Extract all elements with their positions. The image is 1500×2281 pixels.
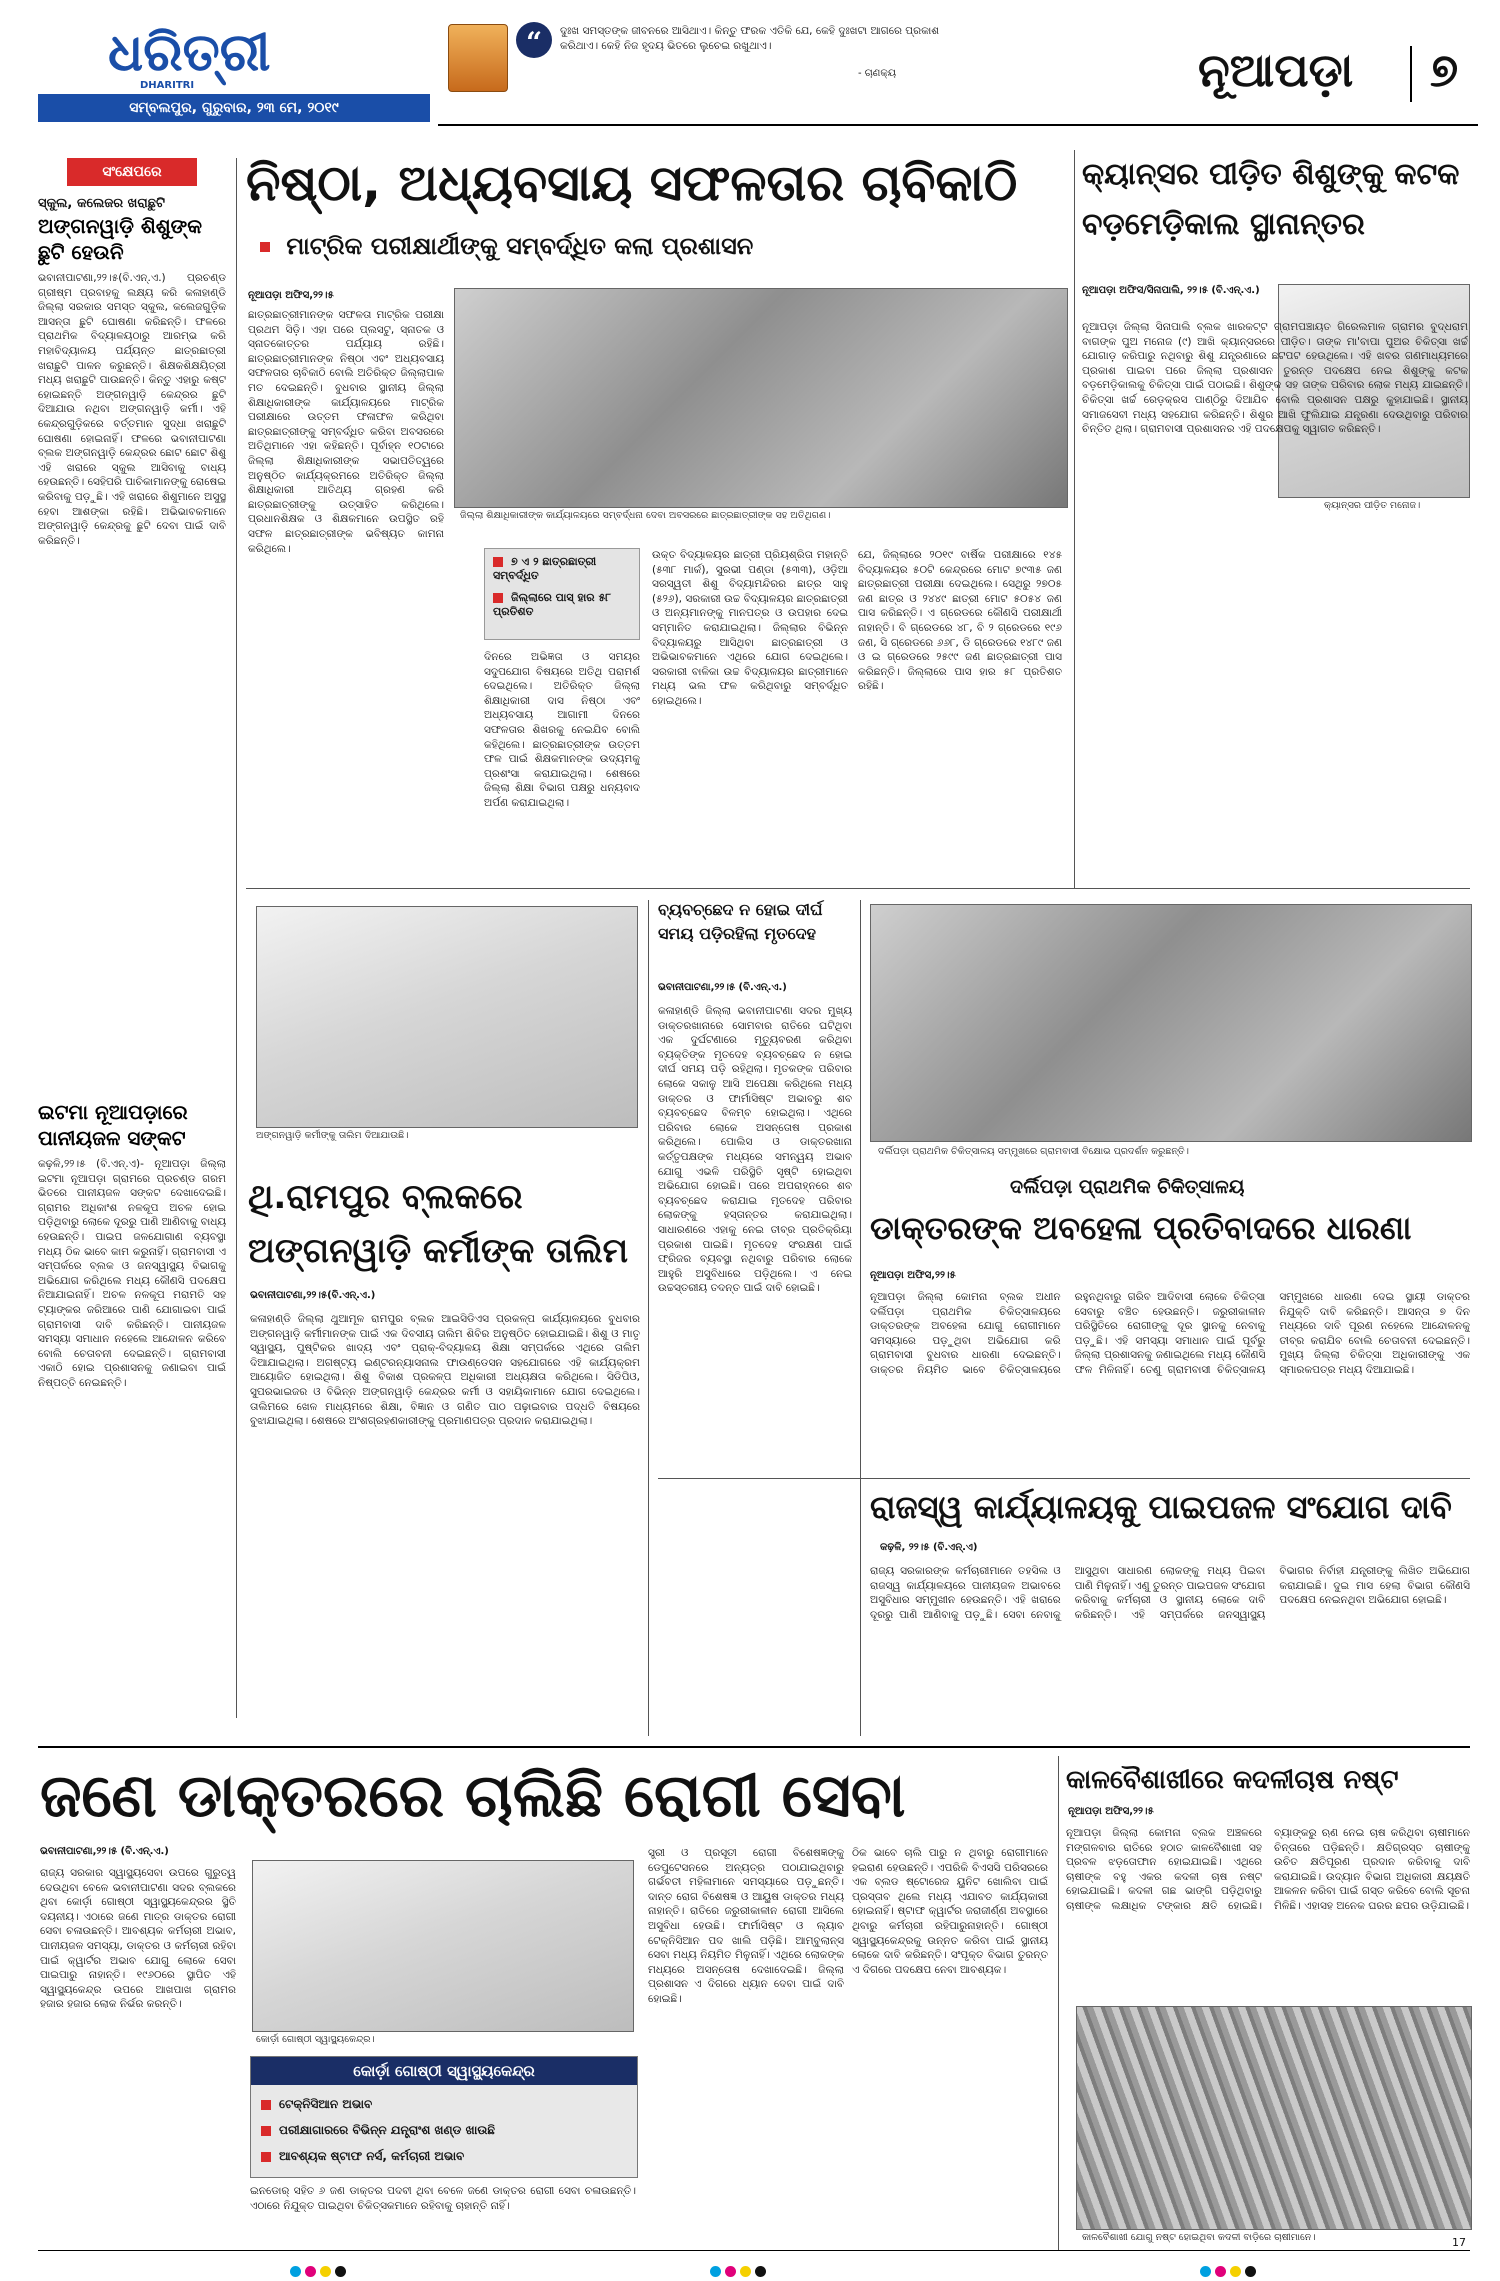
- red-bullet-icon: [493, 593, 503, 603]
- brief-headline-1: ଅଙ୍ଗନୱାଡ଼ି ଶିଶୁଙ୍କ ଛୁଟି ହେଉନି: [38, 214, 203, 264]
- red-bullet-icon: [261, 2100, 271, 2110]
- red-bullet-icon: [493, 557, 503, 567]
- banana-byline: ନୂଆପଡ଼ା ଅଫିସ,୨୨।୫: [1068, 1806, 1154, 1817]
- registration-marks: [1200, 2262, 1260, 2281]
- cancer-byline: ନୂଆପଡ଼ା ଅଫିସ/ସିନାପାଲି, ୨୨।୫ (ବି.ଏନ୍.ଏ.): [1082, 285, 1260, 296]
- cancer-body: ନୂଆପଡ଼ା ଜିଲ୍ଲା ସିନାପାଲି ବ୍ଲକ ଖାରକଟ୍ଟ ଗ୍ରାମପଞ୍ଚାୟତ ଗିରେଲମାଳ ଗ୍ରାମର ବୁଦ୍ଧରାମ ବାଗଙ୍କ ପୁଅ ମନୋଜ (୯) ଆଖି କ୍ୟାନ୍ସରରେ ପୀଡ଼ିତ। ତାଙ୍କ ମା'ବାପା ପୁଅର ଚିକିତ୍ସା ଖର୍ଚ୍ଚ ଯୋଗାଡ଼ କରିପାରୁ ନଥିବାରୁ ଶିଶୁ ଯନ୍ତ୍ରଣାରେ ଛଟପଟ ହେଉଥିଲେ। ଏହି ଖବର ଗଣମାଧ୍ୟମରେ ପ୍ରକାଶ ପାଇବା ପରେ ଜିଲ୍ଲା ପ୍ରଶାସନ ତୁରନ୍ତ ପଦକ୍ଷେପ ନେଇ ଶିଶୁଙ୍କୁ କଟକ ବଡ଼ମେଡ଼ିକାଲକୁ ଚିକିତ୍ସା ପାଇଁ ପଠାଇଛି। ଶିଶୁଙ୍କ ସହ ତାଙ୍କ ପରିବାର ଲୋକ ମଧ୍ୟ ଯାଇଛନ୍ତି। ଚିକିତ୍ସା ଖର୍ଚ୍ଚ ରେଡ଼କ୍ରସ ପାଣ୍ଠିରୁ ଦିଆଯିବ ବୋଲି ପ୍ରଶାସନ ପକ୍ଷରୁ କୁହାଯାଇଛି। ସ୍ଥାନୀୟ ସମାଜସେବୀ ମଧ୍ୟ ସହଯୋଗ କରିଛନ୍ତି। ଶିଶୁର ଆଖି ଫୁଲିଯାଇ ଯନ୍ତ୍ରଣା ଦେଉଥିବାରୁ ପରିବାର ଚିନ୍ତିତ ଥିଲା। ଗ୍ରାମବାସୀ ପ୍ରଶାସନର ଏହି ପଦକ୍ଷେପକୁ ସ୍ୱାଗତ କରିଛନ୍ତି।: [1082, 321, 1468, 436]
- info-box-title: କୋର୍ଡ଼ା ଗୋଷ୍ଠୀ ସ୍ୱାସ୍ଥ୍ୟକେନ୍ଦ୍ର: [251, 2057, 637, 2085]
- masthead-rule: [438, 124, 1478, 126]
- lead-body-mid: ଉକ୍ତ ବିଦ୍ୟାଳୟର ଛାତ୍ରୀ ପ୍ରିୟଶ୍ରିତା ମହାନ୍ତି (୫୩୮ ମାର୍କ), ସୁରଭୀ ପଣ୍ଡା (୫୩୩), ଓଡ଼ିଆ ସରସ୍ୱତୀ ଶିଶୁ ବିଦ୍ୟାମନ୍ଦିରର ଛାତ୍ର ସାହୁ (୫୨୬), ସରକାରୀ ଉଚ୍ଚ ବିଦ୍ୟାଳୟର ଛାତ୍ରଛାତ୍ରୀ ଓ ଅନ୍ୟମାନଙ୍କୁ ମାନପତ୍ର ଓ ଉପହାର ଦେଇ ସମ୍ମାନିତ କରାଯାଇଥିଲା। ଜିଲ୍ଲାର ବିଭିନ୍ନ ବିଦ୍ୟାଳୟରୁ ଆସିଥିବା ଛାତ୍ରଛାତ୍ରୀ ଓ ଅଭିଭାବକମାନେ ଏଥିରେ ଯୋଗ ଦେଇଥିଲେ। ସରକାରୀ ବାଳିକା ଉଚ୍ଚ ବିଦ୍ୟାଳୟର ଛାତ୍ରୀମାନେ ମଧ୍ୟ ଭଲ ଫଳ କରିଥିବାରୁ ସମ୍ବର୍ଦ୍ଧିତ ହୋଇଥିଲେ।: [652, 549, 848, 707]
- red-bullet-icon: [261, 2152, 271, 2162]
- brief-body-1: ଭବାନୀପାଟଣା,୨୨।୫(ବି.ଏନ୍.ଏ.) ପ୍ରଚଣ୍ଡ ଗ୍ରୀଷ୍ମ ପ୍ରବାହକୁ ଲକ୍ଷ୍ୟ କରି କଳାହାଣ୍ଡି ଜିଲ୍ଲା ସରକାର ସମସ୍ତ ସ୍କୁଲ, କଲେଜଗୁଡ଼ିକ ଆସନ୍ତା ଛୁଟି ଘୋଷଣା କରିଛନ୍ତି। ଫଳରେ ପ୍ରାଥମିକ ବିଦ୍ୟାଳୟଠାରୁ ଆରମ୍ଭ କରି ମହାବିଦ୍ୟାଳୟ ପର୍ଯ୍ୟନ୍ତ ଛାତ୍ରଛାତ୍ରୀ ଖରାଛୁଟି ପାଳନ କରୁଛନ୍ତି। ଶିକ୍ଷକଶିକ୍ଷୟିତ୍ରୀ ମଧ୍ୟ ଖରାଛୁଟି ପାଉଛନ୍ତି। କିନ୍ତୁ ଏହାରୁ କଷ୍ଟ ହୋଇଛନ୍ତି ଅଙ୍ଗନୱାଡ଼ି କେନ୍ଦ୍ରର ଛୁଟି ଦିଆଯାଉ ନଥିବା ଅଙ୍ଗନୱାଡ଼ି କର୍ମୀ। ଏହି କେନ୍ଦ୍ରଗୁଡ଼ିକରେ ବର୍ତ୍ତମାନ ସୁଦ୍ଧା ଖରାଛୁଟି ଘୋଷଣା ହୋଇନାହିଁ। ଫଳରେ ଭବାନୀପାଟଣା ବ୍ଲକ ଅଙ୍ଗନୱାଡ଼ି କେନ୍ଦ୍ରର ଛୋଟ ଛୋଟ ଶିଶୁ ଏହି ଖରାରେ ସ୍କୁଲ ଆସିବାକୁ ବାଧ୍ୟ ହେଉଛନ୍ତି। ସେହିପରି ପାଚିକାମାନଙ୍କୁ ରୋଷେଇ କରିବାକୁ ପଡ଼ୁଛି। ଏହି ଖରାରେ ଶିଶୁମାନେ ଅସୁସ୍ଥ ହେବା ଆଶଙ୍କା ରହିଛି। ଅଭିଭାବକମାନେ ଅଙ୍ଗନୱାଡ଼ି କେନ୍ଦ୍ରକୁ ଛୁଟି ଦେବା ପାଇଁ ଦାବି କରିଛନ୍ତି।: [38, 272, 226, 547]
- lead-photo: [454, 288, 1068, 508]
- highlight-1: ୭ ଏ ୨ ଛାତ୍ରଛାତ୍ରୀ ସମ୍ବର୍ଦ୍ଧିତ: [493, 555, 597, 582]
- banana-body: ନୂଆପଡ଼ା ଜିଲ୍ଲା କୋମନା ବ୍ଲକ ଅଞ୍ଚଳରେ ମଙ୍ଗଳବାର ରାତିରେ ହଠାତ କାଳବୈଶାଖୀ ସହ ପ୍ରବଳ ଝଡ଼ତୋଫାନ ହୋଇଯାଇଛି। ଏଥିରେ ଚାଷୀଙ୍କ ବହୁ ଏକର କଦଳୀ ଚାଷ ନଷ୍ଟ ହୋଇଯାଇଛି। କଦଳୀ ଗଛ ଭାଙ୍ଗି ପଡ଼ିଥିବାରୁ ଚାଷୀଙ୍କ ଲକ୍ଷାଧିକ ଟଙ୍କାର କ୍ଷତି ହୋଇଛି। ବ୍ୟାଙ୍କରୁ ଋଣ ନେଇ ଚାଷ କରିଥିବା ଚାଷୀମାନେ ଚିନ୍ତାରେ ପଡ଼ିଛନ୍ତି। କ୍ଷତିଗ୍ରସ୍ତ ଚାଷୀଙ୍କୁ ଉଚିତ କ୍ଷତିପୂରଣ ପ୍ରଦାନ କରିବାକୁ ଦାବି କରାଯାଇଛି। ଉଦ୍ୟାନ ବିଭାଗ ଅଧିକାରୀ କ୍ଷୟକ୍ଷତି ଆକଳନ କରିବା ପାଇଁ ଗସ୍ତ କରିବେ ବୋଲି ସୂଚନା ମିଳିଛି। ଏହାସହ ଅନେକ ଘରର ଛପର ଉଡ଼ିଯାଇଛି।: [1066, 1827, 1470, 1912]
- lead-byline: ନୂଆପଡ଼ା ଅଫିସ,୨୨।୫: [248, 290, 334, 301]
- lead-body-left: ଛାତ୍ରଛାତ୍ରୀମାନଙ୍କ ସଫଳତା ମାଟ୍ରିକ ପରୀକ୍ଷା ପ୍ରଥମ ସିଡ଼ି। ଏହା ପରେ ପ୍ଲସଟୁ, ସ୍ନାତକ ଓ ସ୍ନାତକୋତ୍ତର ପର୍ଯ୍ୟାୟ ରହିଛି। ଛାତ୍ରଛାତ୍ରୀମାନଙ୍କ ନିଷ୍ଠା ଏବଂ ଅଧ୍ୟବସାୟ ସଫଳତାର ଚାବିକାଠି ବୋଲି ଅତିରିକ୍ତ ଜିଲ୍ଲାପାଳ ମତ ଦେଇଛନ୍ତି। ବୁଧବାର ସ୍ଥାନୀୟ ଜିଲ୍ଲା ଶିକ୍ଷାଧିକାରୀଙ୍କ କାର୍ଯ୍ୟାଳୟରେ ମାଟ୍ରିକ ପରୀକ୍ଷାରେ ଉତ୍ତମ ଫଳାଫଳ କରିଥିବା ଛାତ୍ରଛାତ୍ରୀଙ୍କୁ ସମ୍ବର୍ଦ୍ଧିତ କରିବା ଅବସରରେ ଅତିଥିମାନେ ଏହା କହିଛନ୍ତି। ପୂର୍ବାହ୍ନ ୧୦ଟାରେ ଜିଲ୍ଲା ଶିକ୍ଷାଧିକାରୀଙ୍କ ସଭାପତିତ୍ୱରେ ଅନୁଷ୍ଠିତ କାର୍ଯ୍ୟକ୍ରମରେ ଅତିରିକ୍ତ ଜିଲ୍ଲା ଶିକ୍ଷାଧିକାରୀ ଆତିଥ୍ୟ ଗ୍ରହଣ କରି ଛାତ୍ରଛାତ୍ରୀଙ୍କୁ ଉତ୍ସାହିତ କରିଥିଲେ। ପ୍ରଧାନଶିକ୍ଷକ ଓ ଶିକ୍ଷକମାନେ ଉପସ୍ଥିତ ରହି ସଫଳ ଛାତ୍ରଛାତ୍ରୀଙ୍କ ଭବିଷ୍ୟତ କାମନା କରିଥିଲେ।: [248, 309, 444, 555]
- dharna-body: ନୂଆପଡ଼ା ଜିଲ୍ଲା କୋମନା ବ୍ଲକ ଅଧୀନ ଦର୍ଲିପଡ଼ା ପ୍ରାଥମିକ ଚିକିତ୍ସାଳୟରେ ଡାକ୍ତରଙ୍କ ଅବହେଳା ଯୋଗୁ ରୋଗୀମାନେ ସମସ୍ୟାରେ ପଡ଼ୁଥିବା ଅଭିଯୋଗ କରି ଗ୍ରାମବାସୀ ବୁଧବାର ଧାରଣା ଦେଇଛନ୍ତି। ଡାକ୍ତର ନିୟମିତ ଭାବେ ଚିକିତ୍ସାଳୟରେ ରହୁନଥିବାରୁ ଗରିବ ଆଦିବାସୀ ଲୋକେ ଚିକିତ୍ସା ସେବାରୁ ବଞ୍ଚିତ ହେଉଛନ୍ତି। ଜରୁରୀକାଳୀନ ପରିସ୍ଥିତିରେ ରୋଗୀଙ୍କୁ ଦୂର ସ୍ଥାନକୁ ନେବାକୁ ପଡ଼ୁଛି। ଏହି ସମସ୍ୟା ସମାଧାନ ପାଇଁ ପୂର୍ବରୁ ଜିଲ୍ଲା ପ୍ରଶାସନକୁ ଜଣାଇଥିଲେ ମଧ୍ୟ କୌଣସି ଫଳ ମିଳିନାହିଁ। ତେଣୁ ଗ୍ରାମବାସୀ ଚିକିତ୍ସାଳୟ ସମ୍ମୁଖରେ ଧାରଣା ଦେଇ ସ୍ଥାୟୀ ଡାକ୍ତର ନିଯୁକ୍ତି ଦାବି କରିଛନ୍ତି। ଆସନ୍ତା ୭ ଦିନ ମଧ୍ୟରେ ଦାବି ପୂରଣ ନହେଲେ ଆନ୍ଦୋଳନକୁ ତୀବ୍ର କରାଯିବ ବୋଲି ଚେତାବନୀ ଦେଇଛନ୍ତି। ମୁଖ୍ୟ ଜିଲ୍ଲା ଚିକିତ୍ସା ଅଧିକାରୀଙ୍କୁ ଏକ ସ୍ମାରକପତ୍ର ମଧ୍ୟ ଦିଆଯାଇଛି।: [870, 1291, 1470, 1376]
- anganwadi-caption: ଅଙ୍ଗନୱାଡ଼ି କର୍ମୀଙ୍କୁ ତାଲିମ ଦିଆଯାଉଛି।: [256, 1130, 409, 1141]
- dharna-kicker: ଦର୍ଲିପଡ଼ା ପ୍ରାଥମିକ ଚିକିତ୍ସାଳୟ: [1010, 1176, 1245, 1198]
- lead-photo-caption: ଜିଲ୍ଲା ଶିକ୍ଷାଧିକାରୀଙ୍କ କାର୍ଯ୍ୟାଳୟରେ ସମ୍ବର୍ଦ୍ଧନା ଦେବା ଅବସରରେ ଛାତ୍ରଛାତ୍ରୀଙ୍କ ସହ ଅତିଥିଗଣ।: [460, 510, 831, 521]
- lead-highlight-box: [484, 548, 640, 640]
- logo: [108, 22, 271, 91]
- quote-text: ଦୁଃଖ ସମସ୍ତଙ୍କ ଜୀବନରେ ଆସିଥାଏ। କିନ୍ତୁ ଫରକ ଏତିକି ଯେ, କେହି ଦୁଃଖଟା ଆଗରେ ପ୍ରକାଶ କରିଥାଏ। କେହି ନିଜ ହୃଦୟ ଭିତରେ ଲୁଚେଇ ରଖୁଥାଏ।: [560, 25, 940, 52]
- doctor-body-mid: ସ୍ତ୍ରୀ ଓ ପ୍ରସୂତୀ ରୋଗୀ ବିଶେଷଜ୍ଞଙ୍କୁ ଡେପୁଟେସନରେ ଅନ୍ୟତ୍ର ପଠାଯାଇଥିବାରୁ ଗର୍ଭବତୀ ମହିଳାମାନେ ସମସ୍ୟାରେ ପଡ଼ୁଛନ୍ତି। ଦାନ୍ତ ରୋଗ ବିଶେଷଜ୍ଞ ଓ ଆୟୁଷ ଡାକ୍ତର ମଧ୍ୟ ନାହାନ୍ତି। ରାତିରେ ଜରୁରୀକାଳୀନ ରୋଗୀ ଆସିଲେ ଅସୁବିଧା ହେଉଛି। ଫାର୍ମାସିଷ୍ଟ ଓ ଲ୍ୟାବ ଟେକ୍ନିସିଆନ ପଦ ଖାଲି ପଡ଼ିଛି। ଆମ୍ବୁଲାନ୍ସ ସେବା ମଧ୍ୟ ନିୟମିତ ମିଳୁନାହିଁ। ଏଥିରେ ଲୋକଙ୍କ ମଧ୍ୟରେ ଅସନ୍ତୋଷ ଦେଖାଦେଇଛି। ଜିଲ୍ଲା ପ୍ରଶାସନ ଏ ଦିଗରେ ଧ୍ୟାନ ଦେବା ପାଇଁ ଦାବି ହୋଇଛି।: [648, 1847, 844, 2005]
- brief-column: [38, 158, 226, 1738]
- logo-text: ଧରିତ୍ରୀ: [108, 22, 271, 83]
- lead-headline: ନିଷ୍ଠା, ଅଧ୍ୟବସାୟ ସଫଳତାର ଚାବିକାଠି: [246, 154, 1018, 212]
- page-number-odia: ୭: [1430, 43, 1459, 97]
- dharna-photo-caption: ଦର୍ଲିପଡ଼ା ପ୍ରାଥମିକ ଚିକିତ୍ସାଳୟ ସମ୍ମୁଖରେ ଗ୍ରାମବାସୀ ବିକ୍ଷୋଭ ପ୍ରଦର୍ଶନ କରୁଛନ୍ତି।: [878, 1146, 1189, 1157]
- lead-subhead: [260, 232, 753, 260]
- column-rule: [860, 900, 861, 1736]
- masthead: [38, 20, 1478, 130]
- brief-kicker: ସ୍କୁଲ, କଲେଜର ଖରାଛୁଟି: [38, 196, 165, 211]
- cancer-photo-caption: କ୍ୟାନ୍ସର ପୀଡ଼ିତ ମନୋଜ।: [1324, 500, 1421, 511]
- doctor-headline: ଜଣେ ଡାକ୍ତରରେ ଚାଲିଛି ରୋଗୀ ସେବା: [40, 1761, 906, 1831]
- column-rule: [1074, 150, 1075, 888]
- dateline-bar: [38, 94, 430, 122]
- pipeline-body: ରାଜ୍ୟ ସରକାରଙ୍କ କର୍ମଚାରୀମାନେ ତହସିଲ ଓ ରାଜସ୍ୱ କାର୍ଯ୍ୟାଳୟରେ ପାନୀୟଜଳ ଅଭାବରେ ଅସୁବିଧାର ସମ୍ମୁଖୀନ ହେଉଛନ୍ତି। ଏହି ଖରାରେ ଦୂରରୁ ପାଣି ଆଣିବାକୁ ପଡ଼ୁଛି। ସେବା ନେବାକୁ ଆସୁଥିବା ସାଧାରଣ ଲୋକଙ୍କୁ ମଧ୍ୟ ପିଇବା ପାଣି ମିଳୁନାହିଁ। ଏଣୁ ତୁରନ୍ତ ପାଇପଜଳ ସଂଯୋଗ କରିବାକୁ କର୍ମଚାରୀ ଓ ସ୍ଥାନୀୟ ଲୋକେ ଦାବି କରିଛନ୍ତି। ଏହି ସମ୍ପର୍କରେ ଜନସ୍ୱାସ୍ଥ୍ୟ ବିଭାଗର ନିର୍ବାହୀ ଯନ୍ତ୍ରୀଙ୍କୁ ଲିଖିତ ଅଭିଯୋଗ କରାଯାଇଛି। ଦୁଇ ମାସ ହେଲା ବିଭାଗ କୌଣସି ପଦକ୍ଷେପ ନେଇନଥିବା ଅଭିଯୋଗ ହୋଇଛି।: [870, 1565, 1470, 1621]
- lead-body-right: ଯେ, ଜିଲ୍ଲାରେ ୨୦୧୯ ବାର୍ଷିକ ପରୀକ୍ଷାରେ ୧୪୫ ବିଦ୍ୟାଳୟର ୫୦ଟି କେନ୍ଦ୍ରରେ ମୋଟ ୭୯୩୫ ଜଣ ଛାତ୍ରଛାତ୍ରୀ ପରୀକ୍ଷା ଦେଇଥିଲେ। ସେଥିରୁ ୨୭୦୫ ଜଣ ଛାତ୍ର ଓ ୨୪୪୯ ଛାତ୍ରୀ ମୋଟ ୫୦୫୪ ଜଣ ପାସ କରିଛନ୍ତି। ଏ ଗ୍ରେଡରେ କୌଣସି ପରୀକ୍ଷାର୍ଥୀ ନାହାନ୍ତି। ବି ଗ୍ରେଡରେ ୪୮, ବି ୨ ଗ୍ରେଡରେ ୧୯୬ ଜଣ, ସି ଗ୍ରେଡରେ ୬୬୮, ଡି ଗ୍ରେଡରେ ୧୪୮୯ ଜଣ ଓ ଇ ଗ୍ରେଡରେ ୨୫୯୯ ଜଣ ଛାତ୍ରଛାତ୍ରୀ ପାସ କରିଛନ୍ତି। ଜିଲ୍ଲାରେ ପାସ ହାର ୫୮ ପ୍ରତିଶତ ରହିଛି।: [858, 549, 1062, 693]
- section-rule: [658, 1478, 1470, 1479]
- dharna-headline: ଡାକ୍ତରଙ୍କ ଅବହେଳା ପ୍ରତିବାଦରେ ଧାରଣା: [870, 1209, 1412, 1247]
- quote-author: - ଚାଣକ୍ୟ: [858, 68, 896, 79]
- column-rule: [648, 900, 649, 1736]
- cancer-headline: କ୍ୟାନ୍ସର ପୀଡ଼ିତ ଶିଶୁଙ୍କୁ କଟକ ବଡ଼ମେଡ଼ିକାଲ ସ୍ଥାନାନ୍ତର: [1082, 157, 1460, 242]
- logo-sub: DHARITRI: [140, 80, 195, 91]
- column-rule: [236, 158, 237, 1718]
- red-bullet-icon: [260, 242, 270, 252]
- brief-body-2: କଢ଼ଳି,୨୨।୫ (ବି.ଏନ୍.ଏ)- ନୂଆପଡ଼ା ଜିଲ୍ଲା ଇଟମା ନୂଆପଡ଼ା ଗ୍ରାମରେ ପ୍ରଚଣ୍ଡ ଗରମ ଭିତରେ ପାନୀୟଜଳ ସଙ୍କଟ ଦେଖାଦେଇଛି। ଗ୍ରାମର ଅଧିକାଂଶ ନଳକୂପ ଅଚଳ ହୋଇ ପଡ଼ିଥିବାରୁ ଲୋକେ ଦୂରରୁ ପାଣି ଆଣିବାକୁ ବାଧ୍ୟ ହେଉଛନ୍ତି। ପାଇପ ଜଳଯୋଗାଣ ବ୍ୟବସ୍ଥା ମଧ୍ୟ ଠିକ ଭାବେ କାମ କରୁନାହିଁ। ଗ୍ରାମବାସୀ ଏ ସମ୍ପର୍କରେ ବ୍ଲକ ଓ ଜନସ୍ୱାସ୍ଥ୍ୟ ବିଭାଗକୁ ଅଭିଯୋଗ କରିଥିଲେ ମଧ୍ୟ କୌଣସି ପଦକ୍ଷେପ ନିଆଯାଇନାହିଁ। ଅଚଳ ନଳକୂପ ମରାମତି ସହ ଟ୍ୟାଙ୍କର ଜରିଆରେ ପାଣି ଯୋଗାଇବା ପାଇଁ ଗ୍ରାମବାସୀ ଦାବି କରିଛନ୍ତି। ପାନୀୟଜଳ ସମସ୍ୟା ସମାଧାନ ନହେଲେ ଆନ୍ଦୋଳନ କରିବେ ବୋଲି ଚେତାବନୀ ଦେଇଛନ୍ତି। ଗ୍ରାମବାସୀ ଏକାଠି ହୋଇ ପ୍ରଶାସନକୁ ଜଣାଇବା ପାଇଁ ନିଷ୍ପତ୍ତି ନେଇଛନ୍ତି।: [38, 1158, 226, 1389]
- death-body: କଳାହାଣ୍ଡି ଜିଲ୍ଲା ଭବାନୀପାଟଣା ସଦର ମୁଖ୍ୟ ଡାକ୍ତରଖାନାରେ ସୋମବାର ରାତିରେ ଘଟିଥିବା ଏକ ଦୁର୍ଘଟଣାରେ ମୃତ୍ୟୁବରଣ କରିଥିବା ବ୍ୟକ୍ତିଙ୍କ ମୃତଦେହ ବ୍ୟବଚ୍ଛେଦ ନ ହୋଇ ଦୀର୍ଘ ସମୟ ପଡ଼ି ରହିଥିଲା। ମୃତକଙ୍କ ପରିବାର ଲୋକେ ସକାଳୁ ଆସି ଅପେକ୍ଷା କରିଥିଲେ ମଧ୍ୟ ଡାକ୍ତର ଓ ଫାର୍ମାସିଷ୍ଟ ଅଭାବରୁ ଶବ ବ୍ୟବଚ୍ଛେଦ ବିଳମ୍ବ ହୋଇଥିଲା। ଏଥିରେ ପରିବାର ଲୋକେ ଅସନ୍ତୋଷ ପ୍ରକାଶ କରିଥିଲେ। ପୋଲିସ ଓ ଡାକ୍ତରଖାନା କର୍ତ୍ତୃପକ୍ଷଙ୍କ ମଧ୍ୟରେ ସମନ୍ୱୟ ଅଭାବ ଯୋଗୁ ଏଭଳି ପରିସ୍ଥିତି ସୃଷ୍ଟି ହୋଇଥିବା ଅଭିଯୋଗ ହୋଇଛି। ପରେ ଅପରାହ୍ନରେ ଶବ ବ୍ୟବଚ୍ଛେଦ କରାଯାଇ ମୃତଦେହ ପରିବାର ଲୋକଙ୍କୁ ହସ୍ତାନ୍ତର କରାଯାଇଥିଲା। ସାଧାରଣରେ ଏହାକୁ ନେଇ ତୀବ୍ର ପ୍ରତିକ୍ରିୟା ପ୍ରକାଶ ପାଇଛି। ମୃତଦେହ ସଂରକ୍ଷଣ ପାଇଁ ଫ୍ରିଜର ବ୍ୟବସ୍ଥା ନଥିବାରୁ ପରିବାର ଲୋକେ ଆହୁରି ଅସୁବିଧାରେ ପଡ଼ିଥିଲେ। ଏ ନେଇ ଉଚ୍ଚସ୍ତରୀୟ ତଦନ୍ତ ପାଇଁ ଦାବି ହୋଇଛି।: [658, 1005, 852, 1295]
- brief-headline-2: ଇଟମା ନୂଆପଡ଼ାରେ ପାନୀୟଜଳ ସଙ୍କଟ: [38, 1100, 188, 1150]
- brief-label: ସଂକ୍ଷେପରେ: [67, 158, 197, 186]
- pipeline-byline: କଢ଼ଳି, ୨୨।୫ (ବି.ଏନ୍.ଏ): [880, 1542, 978, 1553]
- pipeline-headline: ରାଜସ୍ୱ କାର୍ଯ୍ୟାଳୟକୁ ପାଇପଜଳ ସଂଯୋଗ ଦାବି: [870, 1488, 1452, 1526]
- lead-body-bottom: ଦିନରେ ଅଭିଜ୍ଞତା ଓ ସମୟର ସଦୁପଯୋଗ ବିଷୟରେ ଅତିଥି ପରାମର୍ଶ ଦେଇଥିଲେ। ଅତିରିକ୍ତ ଜିଲ୍ଲା ଶିକ୍ଷାଧିକାରୀ ଦାସ ନିଷ୍ଠା ଏବଂ ଅଧ୍ୟବସାୟ ଆଗାମୀ ଦିନରେ ସଫଳତାର ଶିଖରକୁ ନେଇଯିବ ବୋଲି କହିଥିଲେ। ଛାତ୍ରଛାତ୍ରୀଙ୍କ ଉତ୍ତମ ଫଳ ପାଇଁ ଶିକ୍ଷକମାନଙ୍କ ଉଦ୍ୟମକୁ ପ୍ରଶଂସା କରାଯାଇଥିଲା। ଶେଷରେ ଜିଲ୍ଲା ଶିକ୍ଷା ବିଭାଗ ପକ୍ଷରୁ ଧନ୍ୟବାଦ ଅର୍ପଣ କରାଯାଇଥିଲା।: [484, 651, 640, 809]
- section-divider: [1410, 46, 1412, 102]
- doctor-byline: ଭବାନୀପାଟଣା,୨୨।୫ (ବି.ଏନ୍.ଏ.): [40, 1846, 169, 1857]
- death-headline: ବ୍ୟବଚ୍ଛେଦ ନ ହୋଇ ଦୀର୍ଘ ସମୟ ପଡ଼ିରହିଲା ମୃତଦେହ: [658, 900, 823, 943]
- banana-photo-caption: କାଳବୈଶାଖୀ ଯୋଗୁ ନଷ୍ଟ ହୋଇଥିବା କଦଳୀ ବାଡ଼ିରେ ଚାଷୀମାନେ।: [1082, 2232, 1316, 2243]
- dharna-photo: [870, 904, 1472, 1142]
- death-byline: ଭବାନୀପାଟଣା,୨୨।୫ (ବି.ଏନ୍.ଏ.): [658, 982, 787, 993]
- banana-photo: [1076, 2006, 1472, 2230]
- column-rule: [1058, 1756, 1059, 2250]
- footer-page-number: 17: [1452, 2236, 1466, 2249]
- quote-mark-icon: “: [516, 22, 552, 58]
- lead-subhead-text: ମାଟ୍ରିକ ପରୀକ୍ଷାର୍ଥୀଙ୍କୁ ସମ୍ବର୍ଦ୍ଧିତ କଲା ପ୍ରଶାସନ: [286, 232, 754, 260]
- anganwadi-body: କଳାହାଣ୍ଡି ଜିଲ୍ଲା ଥୁଆମୂଳ ରାମପୁର ବ୍ଲକ ଆଇସିଡିଏସ ପ୍ରକଳ୍ପ କାର୍ଯ୍ୟାଳୟରେ ବୁଧବାର ଅଙ୍ଗନୱାଡ଼ି କର୍ମୀମାନଙ୍କ ପାଇଁ ଏକ ଦିବସୀୟ ତାଲିମ ଶିବିର ଅନୁଷ୍ଠିତ ହୋଇଯାଇଛି। ଶିଶୁ ଓ ମାତୃ ସ୍ୱାସ୍ଥ୍ୟ, ପୁଷ୍ଟିକର ଖାଦ୍ୟ ଏବଂ ପ୍ରାକ୍-ବିଦ୍ୟାଳୟ ଶିକ୍ଷା ସମ୍ପର୍କରେ ଏଥିରେ ତାଲିମ ଦିଆଯାଇଥିଲା। ଅଗଷ୍ଟ୍ୟ ଇଣ୍ଟରନ୍ୟାସନାଲ ଫାଉଣ୍ଡେସନ ସହଯୋଗରେ ଏହି କାର୍ଯ୍ୟକ୍ରମ ଆୟୋଜିତ ହୋଇଥିଲା। ଶିଶୁ ବିକାଶ ପ୍ରକଳ୍ପ ଅଧିକାରୀ ଅଧ୍ୟକ୍ଷତା କରିଥିଲେ। ସିଡିପିଓ, ସୁପରଭାଇଜର ଓ ବିଭିନ୍ନ ଅଙ୍ଗନୱାଡ଼ି କେନ୍ଦ୍ରର କର୍ମୀ ଓ ସହାୟିକାମାନେ ଯୋଗ ଦେଇଥିଲେ। ତାଲିମରେ ଖେଳ ମାଧ୍ୟମରେ ଶିକ୍ଷା, ବିଜ୍ଞାନ ଓ ଗଣିତ ପାଠ ପଢ଼ାଇବାର ପଦ୍ଧତି ବିଷୟରେ ବୁଝାଯାଇଥିଲା। ଶେଷରେ ଅଂଶଗ୍ରହଣକାରୀଙ୍କୁ ପ୍ରମାଣପତ୍ର ପ୍ରଦାନ କରାଯାଇଥିଲା।: [250, 1313, 640, 1428]
- doctor-body-right: ଠିକ ଭାବେ ଚାଲି ପାରୁ ନ ଥିବାରୁ ରୋଗୀମାନେ ହଇରାଣ ହେଉଛନ୍ତି। ଏପରିକି ବିଏସସି ପରିସରରେ ଏକ ବ୍ଲଡ ଷ୍ଟୋରେଜ ୟୁନିଟ ଖୋଲିବା ପାଇଁ ପ୍ରସ୍ତାବ ଥିଲେ ମଧ୍ୟ ଏଯାବତ କାର୍ଯ୍ୟକାରୀ ହୋଇନାହିଁ। ଷ୍ଟାଫ କ୍ୱାର୍ଟର ଜରାଜୀର୍ଣ୍ଣ ଅବସ୍ଥାରେ ଥିବାରୁ କର୍ମଚାରୀ ରହିପାରୁନାହାନ୍ତି। ଗୋଷ୍ଠୀ ସ୍ୱାସ୍ଥ୍ୟକେନ୍ଦ୍ରକୁ ଉନ୍ନତ କରିବା ପାଇଁ ସ୍ଥାନୀୟ ଲୋକେ ଦାବି କରିଛନ୍ତି। ସଂପୃକ୍ତ ବିଭାଗ ତୁରନ୍ତ ଏ ଦିଗରେ ପଦକ୍ଷେପ ନେବା ଆବଶ୍ୟକ।: [852, 1847, 1048, 1976]
- doctor-body-tail: ଇନଡୋର୍ ସହିତ ୬ ଜଣ ଡାକ୍ତର ପଦବୀ ଥିବା ବେଳେ ଜଣେ ଡାକ୍ତର ରୋଗୀ ସେବା ଚଳାଉଛନ୍ତି। ଏଠାରେ ନିଯୁକ୍ତ ପାଇଥିବା ଚିକିତ୍ସକମାନେ ରହିବାକୁ ଚାହାନ୍ତି ନାହିଁ।: [250, 2185, 636, 2212]
- anganwadi-photo: [256, 906, 638, 1128]
- red-bullet-icon: [261, 2126, 271, 2136]
- anganwadi-byline: ଭବାନୀପାଟଣା,୨୨।୫(ବି.ଏନ୍.ଏ.): [250, 1290, 376, 1301]
- registration-marks: [290, 2262, 350, 2281]
- anganwadi-headline: ଥି.ରାମପୁର ବ୍ଲକରେ ଅଙ୍ଗନୱାଡ଼ି କର୍ମୀଙ୍କ ତାଲିମ: [248, 1177, 629, 1271]
- section-rule: [246, 888, 1470, 889]
- quote-portrait: [448, 24, 508, 92]
- doctor-info-box: [250, 2056, 638, 2178]
- doctor-photo-caption: କୋର୍ଡ଼ା ଗୋଷ୍ଠୀ ସ୍ୱାସ୍ଥ୍ୟକେନ୍ଦ୍ର।: [256, 2034, 375, 2045]
- section-title: ନୂଆପଡ଼ା: [1198, 43, 1354, 97]
- section-rule: [38, 1746, 1470, 1748]
- footer-rule: [38, 2250, 1470, 2251]
- info-box-item: ପରୀକ୍ଷାଗାରରେ ବିଭିନ୍ନ ଯନ୍ତ୍ରାଂଶ ଖଣ୍ଡ ଖାଉଛି: [261, 2117, 627, 2143]
- banana-headline: କାଳବୈଶାଖୀରେ କଦଳୀଚାଷ ନଷ୍ଟ: [1066, 1765, 1399, 1795]
- info-box-item: ଆବଶ୍ୟକ ଷ୍ଟାଫ ନର୍ସ, କର୍ମଚାରୀ ଅଭାବ: [261, 2143, 627, 2169]
- registration-marks: [710, 2262, 770, 2281]
- highlight-2: ଜିଲ୍ଲାରେ ପାସ୍ ହାର ୫୮ ପ୍ରତିଶତ: [493, 591, 612, 618]
- doctor-photo: [252, 1860, 634, 2032]
- dateline: ସମ୍ବଲପୁର, ଗୁରୁବାର, ୨୩ ମେ, ୨୦୧୯: [129, 100, 339, 116]
- info-box-item: ଟେକ୍ନିସିଆନ ଅଭାବ: [261, 2091, 627, 2117]
- doctor-body-left: ରାଜ୍ୟ ସରକାର ସ୍ୱାସ୍ଥ୍ୟସେବା ଉପରେ ଗୁରୁତ୍ୱ ଦେଉଥିବା ବେଳେ ଭବାନୀପାଟଣା ସଦର ବ୍ଲକରେ ଥିବା କୋର୍ଡ଼ା ଗୋଷ୍ଠୀ ସ୍ୱାସ୍ଥ୍ୟକେନ୍ଦ୍ରର ସ୍ଥିତି ଦୟନୀୟ। ଏଠାରେ ଜଣେ ମାତ୍ର ଡାକ୍ତର ରୋଗୀ ସେବା ଚଳାଉଛନ୍ତି। ଆବଶ୍ୟକ କର୍ମଚାରୀ ଅଭାବ, ପାନୀୟଜଳ ସମସ୍ୟା, ଡାକ୍ତର ଓ କର୍ମଚାରୀ ରହିବା ପାଇଁ କ୍ୱାର୍ଟର ଅଭାବ ଯୋଗୁ ଲୋକେ ସେବା ପାଇପାରୁ ନାହାନ୍ତି। ୧୯୬୦ରେ ସ୍ଥାପିତ ଏହି ସ୍ୱାସ୍ଥ୍ୟକେନ୍ଦ୍ର ଉପରେ ଆଖପାଖ ଗ୍ରାମର ହଜାର ହଜାର ଲୋକ ନିର୍ଭର କରନ୍ତି।: [40, 1867, 236, 2011]
- dharna-byline: ନୂଆପଡ଼ା ଅଫିସ,୨୨।୫: [870, 1270, 956, 1281]
